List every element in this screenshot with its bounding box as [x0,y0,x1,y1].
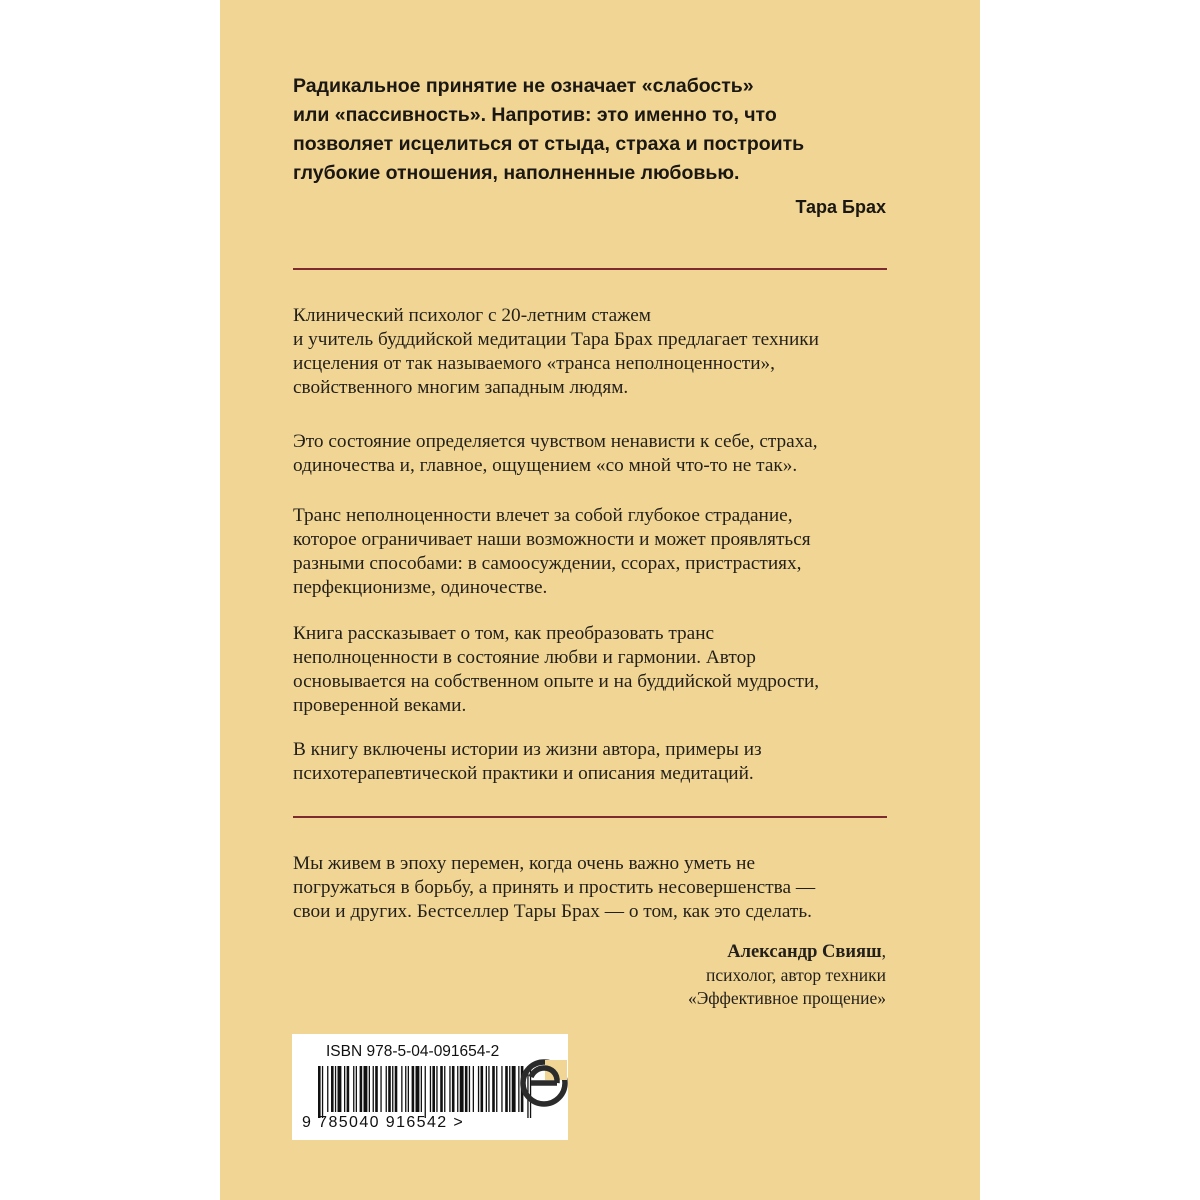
barcode-bar [416,1066,420,1112]
barcode-bar [473,1066,474,1112]
text-line: В книгу включены истории из жизни автора, примеры из [293,739,762,760]
barcode-bar [436,1066,437,1112]
barcode-bar [331,1066,334,1112]
reviewer-title: «Эффективное прощение» [687,988,886,1008]
barcode-bar [432,1066,435,1112]
reviewer-title: психолог, автор техники [706,965,886,985]
barcode-bar [360,1066,363,1112]
reviewer-name: Александр Свияш [727,942,882,962]
barcode-bar [501,1066,502,1112]
barcode-bar [401,1066,402,1112]
barcode-bar [452,1066,455,1112]
barcode-bar [405,1066,406,1112]
barcode-bar [444,1066,445,1112]
text-line: которое ограничивает наши возможности и может проявляться [293,529,811,550]
barcode-bar [388,1066,391,1112]
text-line: свойственного многим западным людям. [293,377,629,398]
quote-line: позволяет исцелиться от стыда, страха и построить [293,133,805,155]
barcode-bar [373,1066,374,1112]
description-paragraph [293,622,903,718]
barcode-bar [375,1066,378,1112]
barcode-bar [430,1066,431,1112]
barcode-bar [421,1066,422,1112]
barcode-bar [356,1066,357,1112]
barcode-bar [440,1066,443,1112]
divider-line-top [293,268,887,270]
barcode-bar [449,1066,450,1112]
barcode-bar [465,1066,468,1112]
barcode-bar [509,1066,510,1112]
text-line: перфекционизме, одиночестве. [293,577,548,598]
barcode-bar [369,1066,370,1112]
barcode-bar [481,1066,484,1112]
text-line: психотерапевтической практики и описания медитаций. [293,763,754,784]
barcode-bar [492,1066,495,1112]
barcode-bar [488,1066,489,1112]
reviewer-name-comma: , [881,941,886,961]
barcode-bar [486,1066,487,1112]
barcode-bar [386,1066,387,1112]
description-paragraph [293,504,903,600]
quote-line: глубокие отношения, наполненные любовью. [293,162,740,184]
barcode-bar [380,1066,381,1112]
barcode-bar [347,1066,350,1112]
text-line: и учитель буддийской медитации Тара Брах предлагает техники [293,329,819,350]
text-line: одиночества и, главное, ощущением «со мной что-то не так». [293,455,798,476]
barcode-bar [460,1066,464,1112]
barcode-bar [496,1066,497,1112]
text-line: Транс неполноценности влечет за собой глубокое страдание, [293,505,793,526]
text-line: разными способами: в самоосуждении, ссорах, пристрастиях, [293,553,802,574]
barcode-bar [412,1066,415,1112]
text-line: Книга рассказывает о том, как преобразовать транс [293,623,715,644]
epigraph-quote [293,72,893,188]
description-paragraph [293,738,903,786]
isbn-label: ISBN 978-5-04-091654-2 [326,1043,500,1060]
text-line: исцеления от так называемого «транса неполноценности», [293,353,775,374]
barcode-bar [335,1066,336,1112]
barcode-digits: 9 785040 916542 > [302,1114,465,1131]
barcode-bar [322,1066,323,1118]
barcode-bar [469,1066,470,1112]
barcode-bar [457,1066,458,1112]
barcode-bar [425,1066,426,1118]
text-line: основывается на собственном опыте и на буддийской мудрости, [293,671,820,692]
book-back-cover [220,0,980,1200]
barcode-bar [364,1066,368,1112]
barcode-bar [338,1066,342,1112]
text-line: Это состояние определяется чувством ненависти к себе, страха, [293,431,818,452]
text-line: свои и других. Бестселлер Тары Брах — о том, как это сделать. [293,901,812,922]
text-line: Клинический психолог с 20-летним стажем [293,305,651,326]
barcode-bar [353,1066,354,1112]
reviewer-name-line [688,940,886,964]
divider-line-bottom [293,816,887,818]
barcode-bar [505,1066,508,1112]
barcode-bar [408,1066,409,1112]
text-line: Мы живем в эпоху перемен, когда очень важно уметь не [293,853,756,874]
barcode-bar [344,1066,345,1112]
barcode-bar [512,1066,516,1112]
barcode-bar [318,1066,321,1118]
text-line: погружаться в борьбу, а принять и простить несовершенства — [293,877,816,898]
text-line: неполноценности в состояние любви и гармонии. Автор [293,647,756,668]
barcode-bar [392,1066,393,1112]
quote-line: Радикальное принятие не означает «слабость» [293,75,754,97]
barcode-bar [327,1066,328,1112]
quote-line: или «пассивность». Напротив: это именно то, что [293,104,777,126]
quote-author: Тара Брах [795,197,886,217]
barcode-bar [478,1066,479,1112]
reviewer-signature [688,940,886,1010]
description-paragraph [293,304,903,400]
review-quote [293,852,903,924]
barcode-bar [395,1066,398,1112]
publisher-logo-e-icon [518,1057,570,1109]
description-paragraph [293,430,903,478]
text-line: проверенной веками. [293,695,467,716]
